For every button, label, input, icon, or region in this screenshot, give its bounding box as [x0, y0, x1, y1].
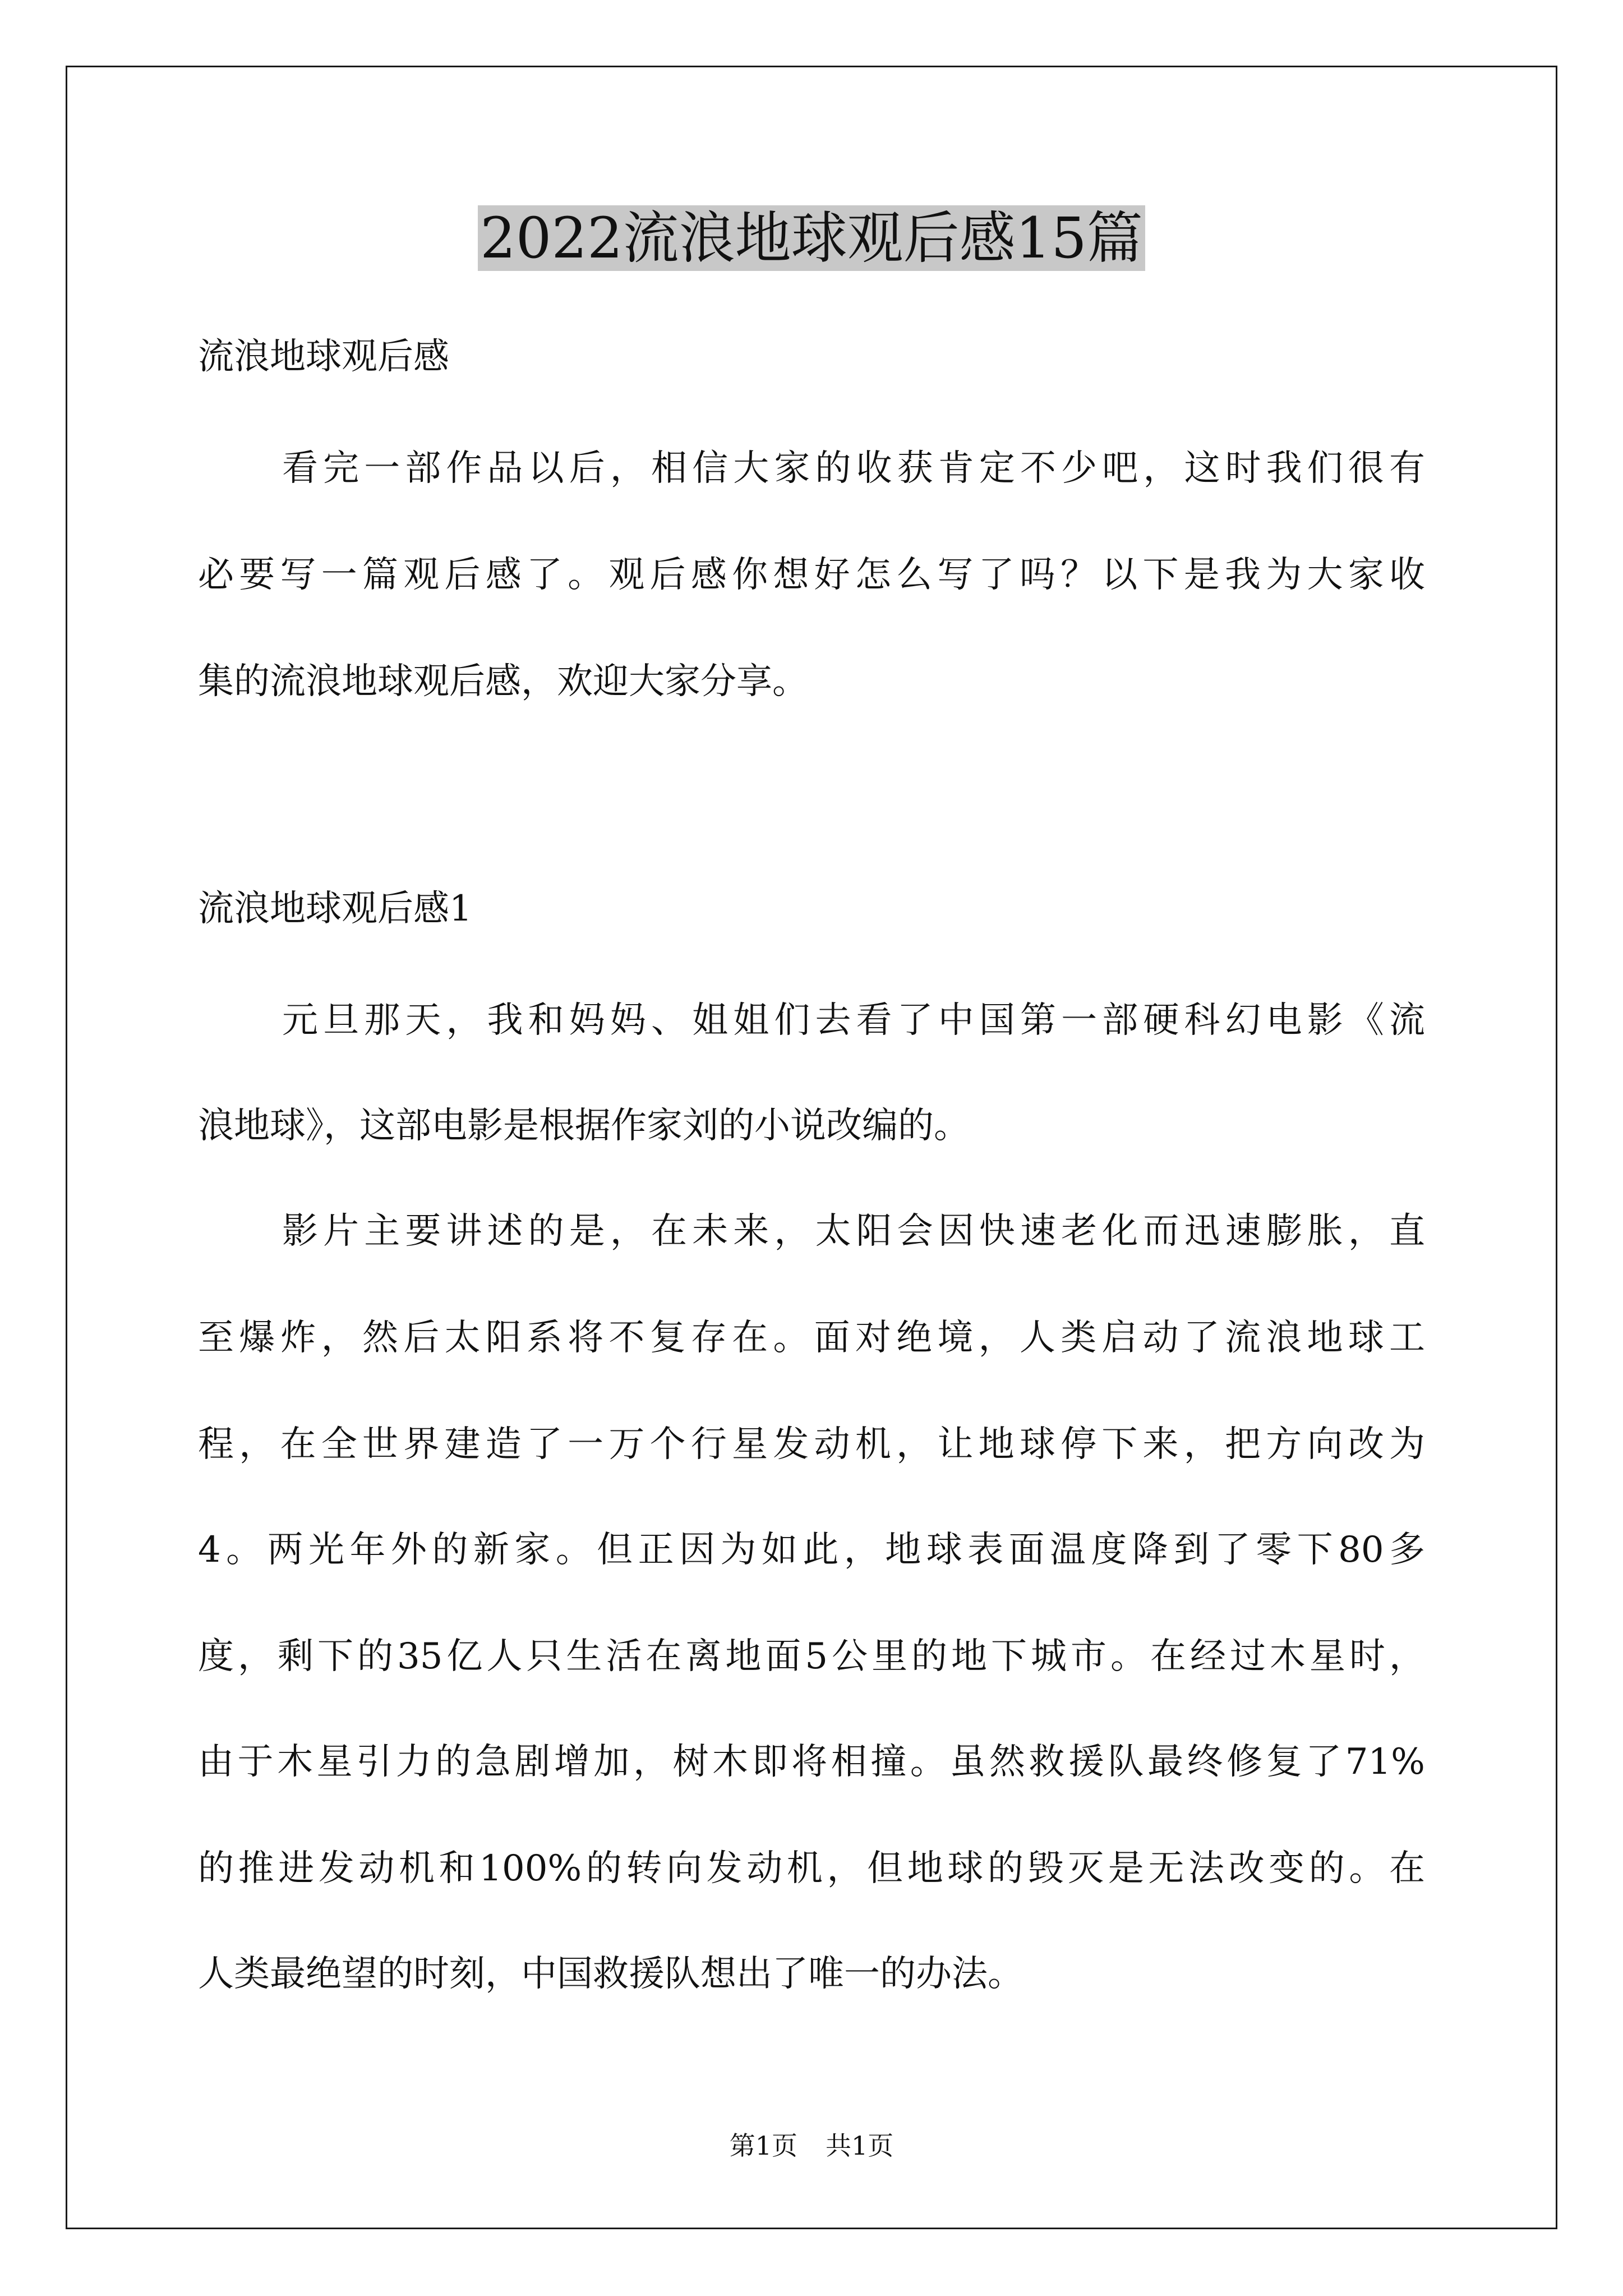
section1-para2-line: 4。两光年外的新家。但正因为如此，地球表面温度降到了零下80多 — [198, 1529, 1425, 1571]
section1-para2-line: 人类最绝望的时刻，中国救援队想出了唯一的办法。 — [198, 1953, 1023, 1995]
document-title — [0, 199, 1623, 278]
intro-line: 集的流浪地球观后感，欢迎大家分享。 — [198, 661, 808, 702]
section1-para2-line: 度，剩下的35亿人只生活在离地面5公里的地下城市。在经过木星时， — [198, 1636, 1425, 1677]
page-number-total: 共1页 — [826, 2131, 894, 2161]
section1-para1-line: 元旦那天，我和妈妈、姐姐们去看了中国第一部硬科幻电影《流 — [282, 1000, 1425, 1041]
section1-para2-line: 由于木星引力的急剧增加，树木即将相撞。虽然救援队最终修复了71% — [198, 1741, 1425, 1783]
intro-line: 必要写一篇观后感了。观后感你想好怎么写了吗？以下是我为大家收 — [198, 554, 1425, 596]
section-heading-1: 流浪地球观后感1 — [198, 888, 472, 930]
section1-para2-line: 至爆炸，然后太阳系将不复存在。面对绝境，人类启动了流浪地球工 — [198, 1317, 1425, 1359]
section1-para2-line: 的推进发动机和100%的转向发动机，但地球的毁灭是无法改变的。在 — [198, 1848, 1425, 1889]
page-number-current: 第1页 — [729, 2131, 797, 2161]
section1-para2-line: 影片主要讲述的是，在未来，太阳会因快速老化而迅速膨胀，直 — [282, 1211, 1425, 1252]
intro-line: 看完一部作品以后，相信大家的收获肯定不少吧，这时我们很有 — [282, 448, 1425, 489]
section1-para1-line: 浪地球》，这部电影是根据作家刘的小说改编的。 — [198, 1105, 970, 1147]
intro-heading: 流浪地球观后感 — [198, 336, 449, 378]
document-title-text: 2022流浪地球观后感15篇 — [478, 205, 1145, 271]
page-footer — [0, 2129, 1623, 2162]
section1-para2-line: 程，在全世界建造了一万个行星发动机，让地球停下来，把方向改为 — [198, 1424, 1425, 1465]
